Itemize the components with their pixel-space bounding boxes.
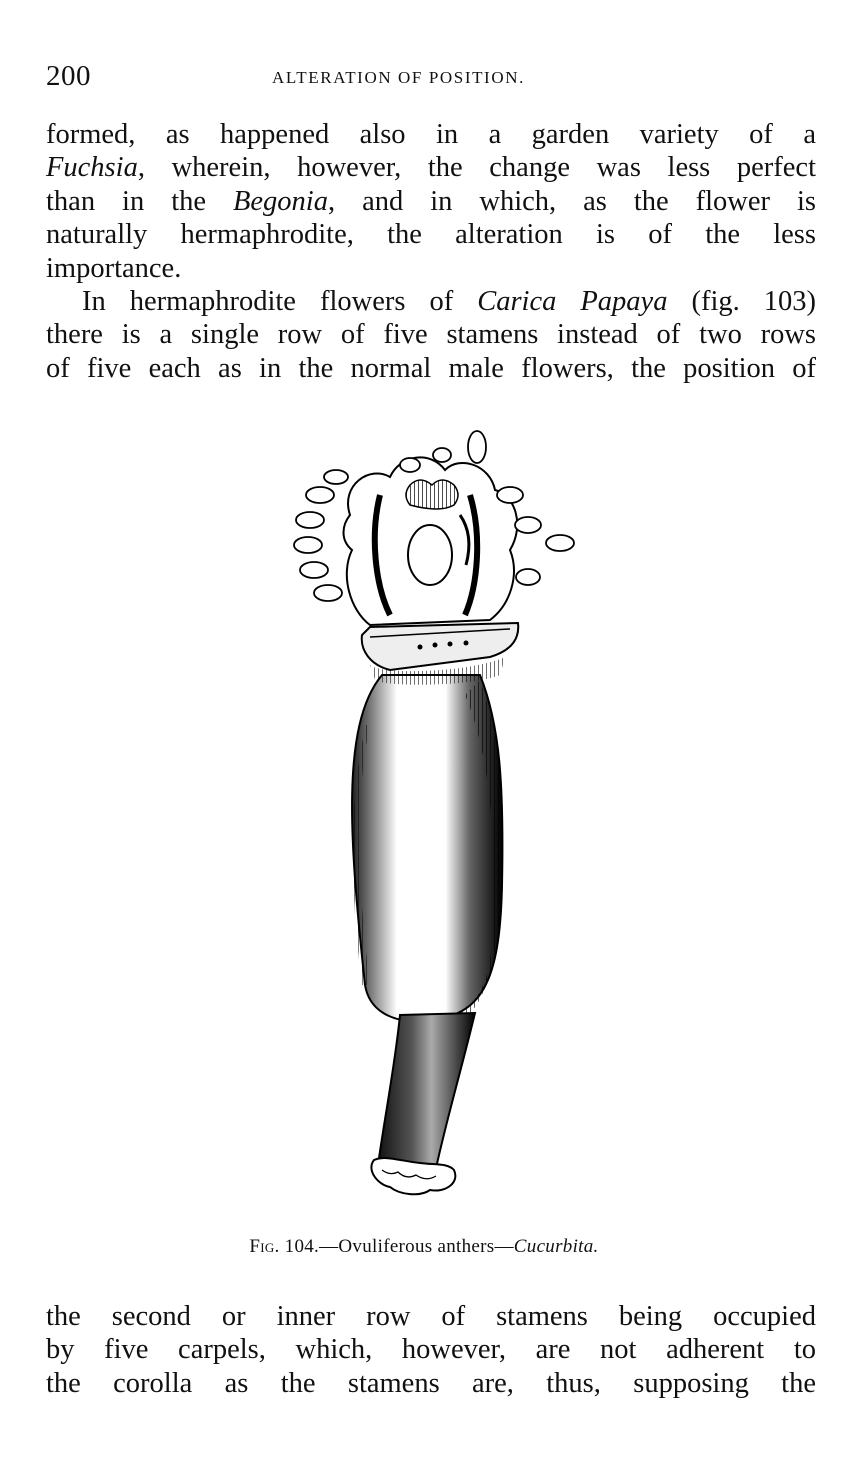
paragraph-line: by five carpels, which, however, are not adherent to bbox=[46, 1334, 816, 1366]
paragraph-line: there is a single row of five stamens instead of two rows bbox=[46, 319, 816, 351]
caption-prefix: Fig. 104. bbox=[249, 1236, 320, 1257]
paragraph-line: the corolla as the stamens are, thus, supposing the bbox=[46, 1367, 816, 1399]
paragraph-line: of five each as in the normal male flowers, the position of bbox=[46, 352, 816, 384]
page-header bbox=[46, 60, 816, 94]
line-start: In hermaphrodite flowers of bbox=[82, 286, 478, 318]
line-rest: (fig. 103) bbox=[667, 286, 816, 318]
ovuliferous-anthers-illustration bbox=[270, 425, 600, 1205]
caption-genus: Cucurbita. bbox=[513, 1236, 599, 1257]
italic-term: Fuchsia bbox=[46, 152, 138, 184]
italic-term: Begonia bbox=[233, 185, 328, 217]
figure-caption bbox=[0, 1236, 848, 1258]
line-start: than in the bbox=[46, 185, 233, 217]
paragraph-line bbox=[46, 151, 816, 184]
running-title: ALTERATION OF POSITION. bbox=[272, 68, 525, 87]
paragraph-line: the second or inner row of stamens being occupied bbox=[46, 1301, 816, 1332]
paragraph-line bbox=[46, 185, 816, 218]
paragraph-line: formed, as happened also in a garden variety of a bbox=[46, 119, 816, 150]
line-rest: , wherein, however, the change was less perfect bbox=[137, 152, 816, 184]
body-text-top bbox=[46, 118, 816, 385]
italic-term: Carica Papaya bbox=[477, 286, 668, 318]
flower-drawing-icon bbox=[270, 425, 600, 1205]
page-number: 200 bbox=[46, 60, 91, 92]
paragraph-line: naturally hermaphrodite, the alteration is of the less bbox=[46, 219, 816, 251]
caption-text: —Ovuliferous anthers— bbox=[319, 1236, 514, 1257]
body-text-bottom bbox=[46, 1300, 816, 1400]
paragraph-line bbox=[46, 285, 816, 318]
line-rest: , and in which, as the flower is bbox=[327, 185, 816, 217]
paragraph-line: importance. bbox=[46, 252, 182, 284]
